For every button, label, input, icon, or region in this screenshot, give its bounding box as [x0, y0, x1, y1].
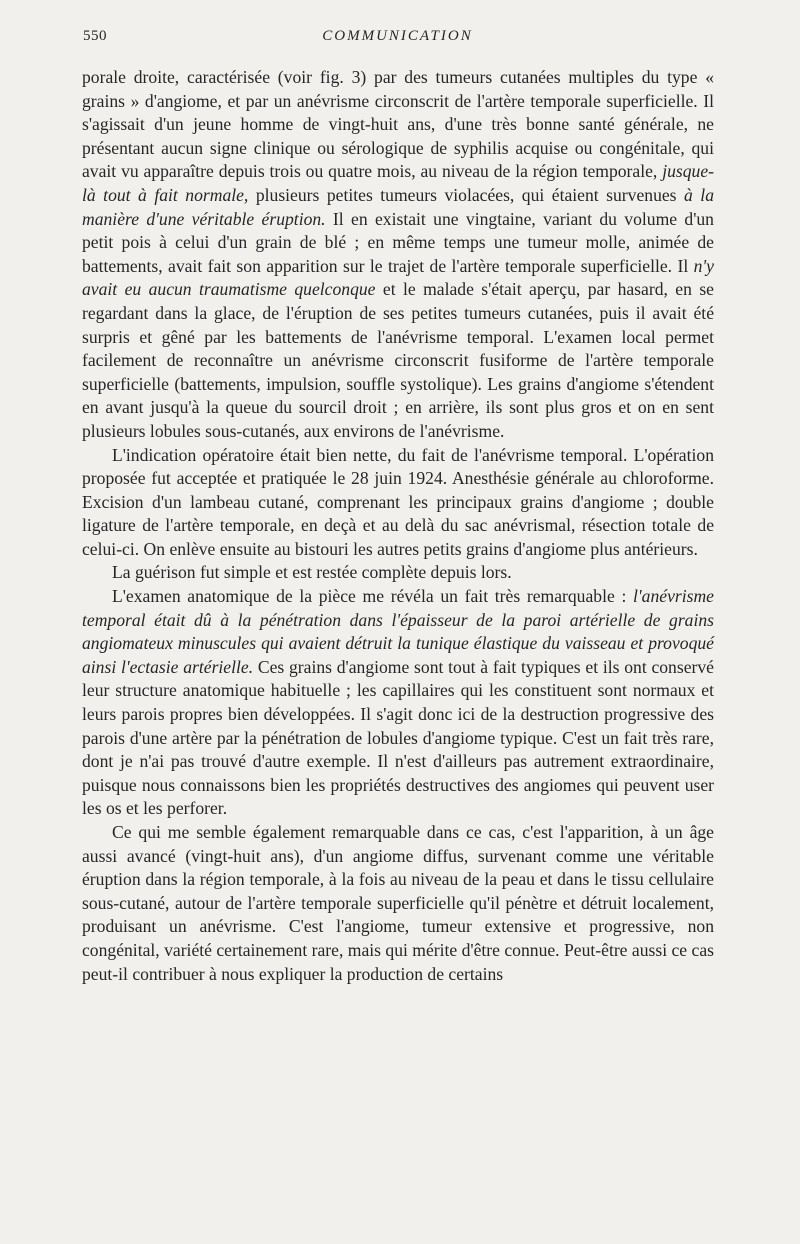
text-run: porale droite, caractérisée (voir fig. 3) par des tumeurs cutanées multiples du type « grains » d'angiome, et par un anévrisme circonscrit de l'artère temporale superficielle. Il s'agissait d'un jeune homme de vingt-huit ans, d'une très bonne santé générale, ne présentant aucun signe clinique ou sérologique de syphilis acquise ou congénitale, qui avait vu apparaître depuis trois ou quatre mois, au niveau de la région temporale, — [82, 67, 714, 182]
italic-text: n'y avait eu aucun traumatisme quelconque — [82, 255, 714, 300]
paragraph — [82, 444, 714, 562]
text-run: La guérison fut simple et est restée complète depuis lors. — [112, 562, 512, 583]
text-run: L'examen anatomique de la pièce me révéla un fait très remarquable : — [112, 586, 634, 607]
text-run: Ces grains d'angiome sont tout à fait typiques et ils ont conservé leur structure anatomique habituelle ; les capillaires qui les constituent sont normaux et leurs parois propres bien développées. Il s'agit donc ici de la destruction progressive des parois d'une artère par la pénétration de lobules d'angiome typique. C'est un fait très rare, dont je n'ai pas trouvé d'autre exemple. Il n'est d'ailleurs pas autrement extraordinaire, puisque nous connaissons bien les propriétés destructives des angiomes qui peuvent user les os et les perforer. — [82, 656, 714, 819]
italic-text: jusque-là tout à fait normale, — [82, 161, 714, 205]
paragraph — [82, 66, 714, 444]
paragraph — [82, 561, 714, 585]
running-head — [83, 28, 712, 50]
italic-text: l'anévrisme temporal était dû à la pénétration dans l'épaisseur de la paroi artérielle de grains angiomateux minuscules qui avaient détruit la tunique élastique du vaisseau et provoqué ainsi l'ectasie artérielle. — [82, 586, 714, 677]
paragraph — [82, 821, 714, 986]
italic-text: à la manière d'une véritable éruption. — [82, 184, 714, 229]
text-run: et le malade s'était aperçu, par hasard, en se regardant dans la glace, de l'éruption de ses petites tumeurs cutanées, puis il avait été surpris et gêné par les battements de l'anévrisme temporal. L'examen local permet facilement de reconnaître un anévrisme circonscrit fusiforme de l'artère temporale superficielle (battements, impulsion, souffle systolique). Les grains d'angiome s'étendent en avant jusqu'à la queue du sourcil droit ; en arrière, ils sont plus gros et on en sent plusieurs lobules sous-cutanés, aux environs de l'anévrisme. — [82, 279, 714, 441]
running-head-title: COMMUNICATION — [322, 28, 473, 44]
paragraph — [82, 585, 714, 821]
text-run: plusieurs petites tumeurs violacées, qui étaient survenues — [248, 184, 685, 205]
text-run: L'indication opératoire était bien nette, du fait de l'anévrisme temporal. L'opération proposée fut acceptée et pratiquée le 28 juin 1924. Anesthésie générale au chloroforme. Excision d'un lambeau cutané, comprenant les principaux grains d'angiome ; double ligature de l'artère temporale, en deçà et au delà du sac anévrismal, résection totale de celui-ci. On enlève ensuite au bistouri les autres petits grains d'angiome plus antérieurs. — [82, 444, 714, 559]
text-run: Il en existait une vingtaine, variant du volume d'un petit pois à celui d'un grain de blé ; en même temps une tumeur molle, animée de battements, avait fait son apparition sur le trajet de l'artère temporale superficielle. Il — [82, 208, 714, 276]
text-run: Ce qui me semble également remarquable dans ce cas, c'est l'apparition, à un âge aussi avancé (vingt-huit ans), d'un angiome diffus, survenant comme une véritable éruption dans la région temporale, à la fois au niveau de la peau et dans le tissu cellulaire sous-cutané, autour de l'artère temporale superficielle qu'il pénètre et détruit localement, produisant un anévrisme. C'est l'angiome, tumeur extensive et progressive, non congénital, variété certainement rare, mais qui mérite d'être connue. Peut-être aussi ce cas peut-il contribuer à nous expliquer la production de certains — [82, 822, 714, 984]
body-text — [82, 66, 714, 986]
page-number: 550 — [83, 28, 107, 44]
